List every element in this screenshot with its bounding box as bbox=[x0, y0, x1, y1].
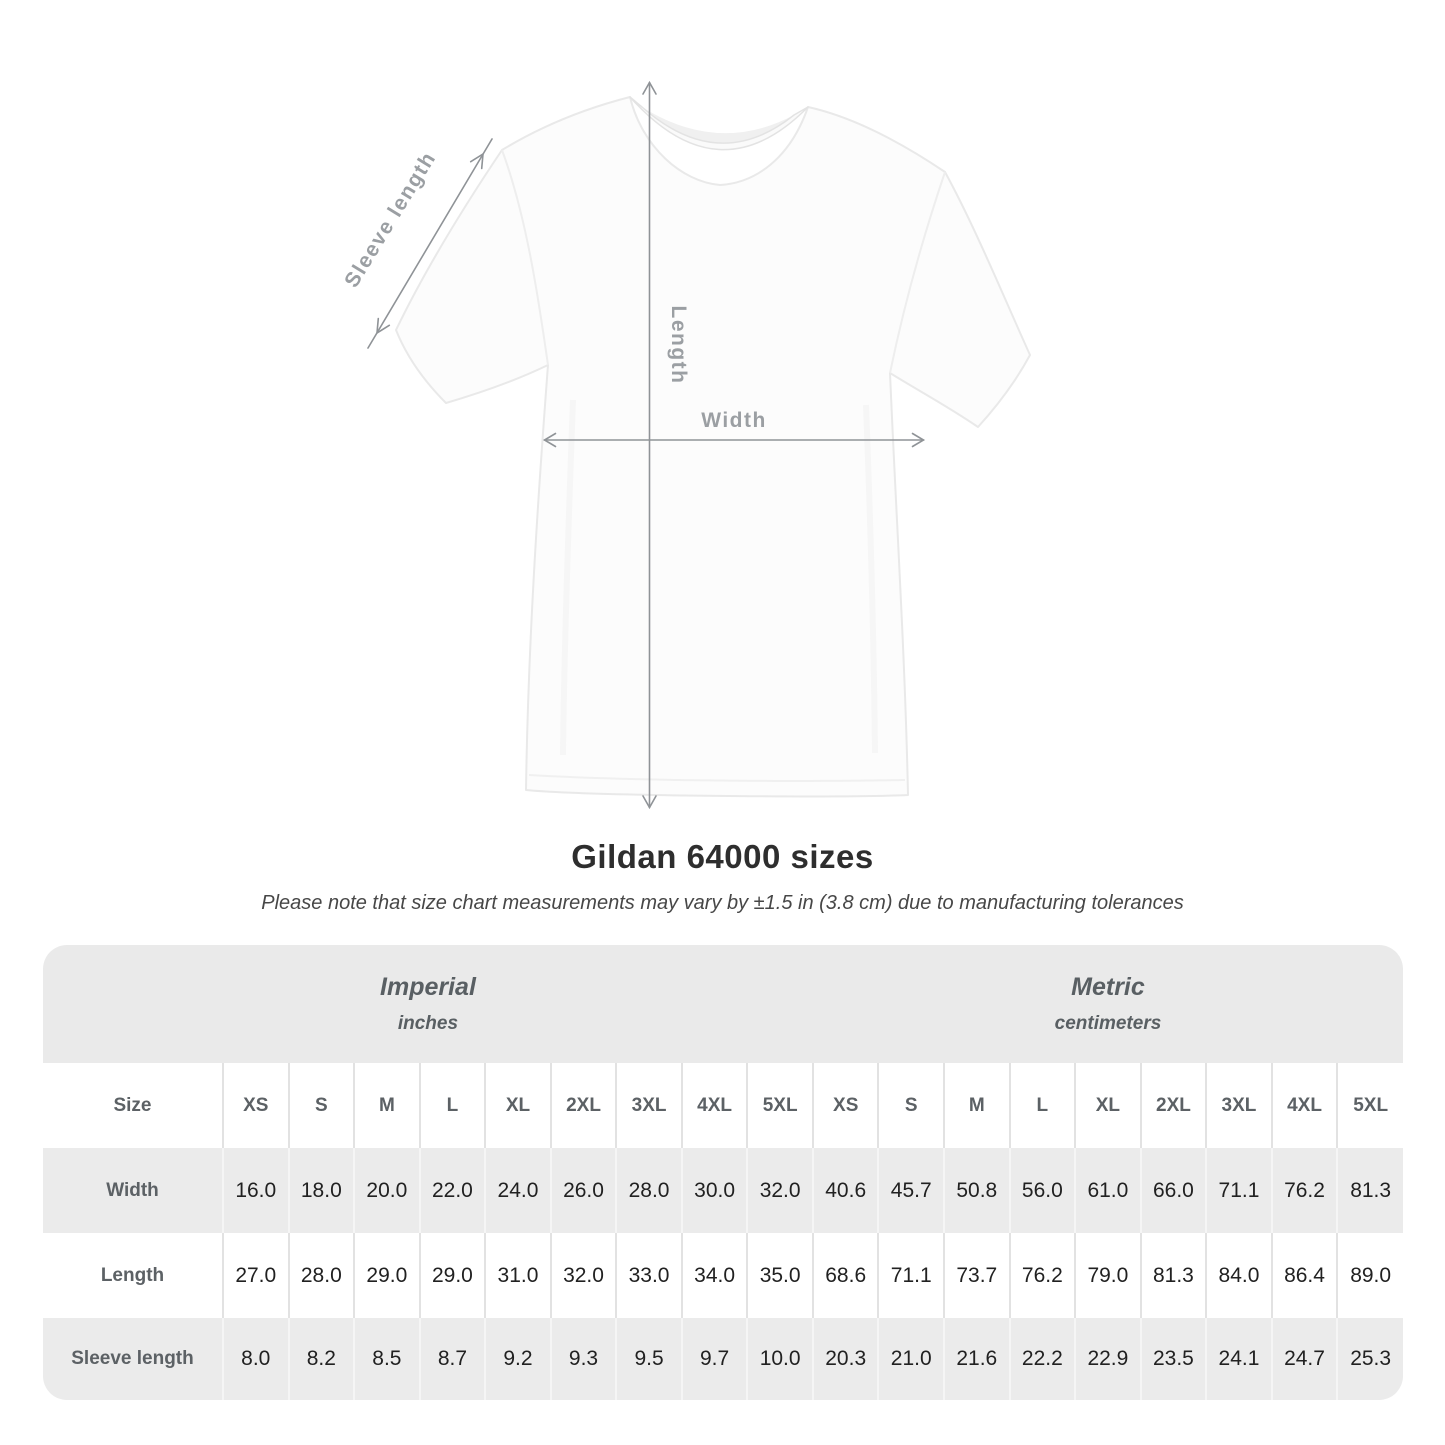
table-row-sizes bbox=[43, 1063, 1403, 1148]
length-imperial-l: 29.0 bbox=[420, 1233, 486, 1318]
size-table bbox=[43, 945, 1403, 1400]
sleeve-imperial-xs: 8.0 bbox=[223, 1318, 289, 1400]
size-header-metric-4xl: 4XL bbox=[1272, 1063, 1338, 1148]
width-metric-5xl: 81.3 bbox=[1337, 1148, 1403, 1233]
width-row-label: Width bbox=[106, 1179, 159, 1201]
width-imperial-4xl: 30.0 bbox=[682, 1148, 748, 1233]
size-header-imperial-m: M bbox=[354, 1063, 420, 1148]
width-imperial-2xl: 26.0 bbox=[551, 1148, 617, 1233]
metric-unit-label: centimeters bbox=[1054, 1013, 1162, 1034]
sleeve-imperial-m: 8.5 bbox=[354, 1318, 420, 1400]
unit-group-imperial bbox=[43, 945, 813, 1063]
length-metric-m: 73.7 bbox=[944, 1233, 1010, 1318]
length-imperial-m: 29.0 bbox=[354, 1233, 420, 1318]
size-header-metric-s: S bbox=[878, 1063, 944, 1148]
length-imperial-s: 28.0 bbox=[289, 1233, 355, 1318]
size-header-imperial-s: S bbox=[289, 1063, 355, 1148]
width-imperial-m: 20.0 bbox=[354, 1148, 420, 1233]
metric-label: Metric bbox=[1071, 973, 1145, 1001]
tshirt-graphic bbox=[396, 97, 1030, 796]
size-header-imperial-xs: XS bbox=[223, 1063, 289, 1148]
length-metric-5xl: 89.0 bbox=[1337, 1233, 1403, 1318]
sleeve-imperial-3xl: 9.5 bbox=[616, 1318, 682, 1400]
size-header-metric-5xl: 5XL bbox=[1337, 1063, 1403, 1148]
table-row-sleeve-length bbox=[43, 1318, 1403, 1400]
size-header-imperial-4xl: 4XL bbox=[682, 1063, 748, 1148]
width-metric-xs: 40.6 bbox=[813, 1148, 879, 1233]
sleeve-imperial-s: 8.2 bbox=[289, 1318, 355, 1400]
sleeve-imperial-5xl: 10.0 bbox=[747, 1318, 813, 1400]
sleeve-metric-2xl: 23.5 bbox=[1141, 1318, 1207, 1400]
sleeve-metric-m: 21.6 bbox=[944, 1318, 1010, 1400]
size-header-metric-xl: XL bbox=[1075, 1063, 1141, 1148]
sleeve-imperial-l: 8.7 bbox=[420, 1318, 486, 1400]
size-header-imperial-l: L bbox=[420, 1063, 486, 1148]
sleeve-metric-5xl: 25.3 bbox=[1337, 1318, 1403, 1400]
width-imperial-3xl: 28.0 bbox=[616, 1148, 682, 1233]
size-header-metric-2xl: 2XL bbox=[1141, 1063, 1207, 1148]
sleeve-metric-xl: 22.9 bbox=[1075, 1318, 1141, 1400]
sleeve-metric-s: 21.0 bbox=[878, 1318, 944, 1400]
sleeve-length-dimension-label: Sleeve length bbox=[340, 147, 441, 292]
length-imperial-5xl: 35.0 bbox=[747, 1233, 813, 1318]
size-header-imperial-3xl: 3XL bbox=[616, 1063, 682, 1148]
length-metric-3xl: 84.0 bbox=[1206, 1233, 1272, 1318]
width-dimension-label: Width bbox=[701, 409, 767, 432]
length-imperial-xl: 31.0 bbox=[485, 1233, 551, 1318]
table-row-length bbox=[43, 1233, 1403, 1318]
length-dimension-label: Length bbox=[667, 305, 690, 385]
sleeve-length-row-label: Sleeve length bbox=[71, 1348, 194, 1369]
length-imperial-xs: 27.0 bbox=[223, 1233, 289, 1318]
width-imperial-l: 22.0 bbox=[420, 1148, 486, 1233]
length-metric-l: 76.2 bbox=[1010, 1233, 1076, 1318]
sleeve-metric-4xl: 24.7 bbox=[1272, 1318, 1338, 1400]
tolerance-note: Please note that size chart measurements may vary by ±1.5 in (3.8 cm) due to manufacturing tolerances bbox=[261, 892, 1184, 914]
length-metric-xl: 79.0 bbox=[1075, 1233, 1141, 1318]
length-metric-s: 71.1 bbox=[878, 1233, 944, 1318]
width-metric-4xl: 76.2 bbox=[1272, 1148, 1338, 1233]
size-column-header: Size bbox=[113, 1094, 152, 1116]
size-header-metric-l: L bbox=[1010, 1063, 1076, 1148]
width-imperial-xs: 16.0 bbox=[223, 1148, 289, 1233]
unit-group-metric bbox=[813, 945, 1403, 1063]
size-header-imperial-2xl: 2XL bbox=[551, 1063, 617, 1148]
width-imperial-xl: 24.0 bbox=[485, 1148, 551, 1233]
length-metric-xs: 68.6 bbox=[813, 1233, 879, 1318]
width-metric-s: 45.7 bbox=[878, 1148, 944, 1233]
size-header-metric-m: M bbox=[944, 1063, 1010, 1148]
sleeve-imperial-4xl: 9.7 bbox=[682, 1318, 748, 1400]
size-header-imperial-5xl: 5XL bbox=[747, 1063, 813, 1148]
imperial-unit-label: inches bbox=[397, 1013, 459, 1034]
width-metric-2xl: 66.0 bbox=[1141, 1148, 1207, 1233]
sleeve-imperial-2xl: 9.3 bbox=[551, 1318, 617, 1400]
size-header-metric-3xl: 3XL bbox=[1206, 1063, 1272, 1148]
length-row-label: Length bbox=[100, 1264, 165, 1286]
imperial-label: Imperial bbox=[380, 973, 476, 1001]
length-imperial-4xl: 34.0 bbox=[682, 1233, 748, 1318]
width-metric-xl: 61.0 bbox=[1075, 1148, 1141, 1233]
size-header-imperial-xl: XL bbox=[485, 1063, 551, 1148]
table-row-width bbox=[43, 1148, 1403, 1233]
width-imperial-5xl: 32.0 bbox=[747, 1148, 813, 1233]
unit-system-band bbox=[43, 945, 1403, 1063]
sleeve-metric-l: 22.2 bbox=[1010, 1318, 1076, 1400]
tshirt-diagram bbox=[330, 55, 1090, 815]
page-title: Gildan 64000 sizes bbox=[571, 838, 874, 875]
width-metric-m: 50.8 bbox=[944, 1148, 1010, 1233]
size-header-metric-xs: XS bbox=[813, 1063, 879, 1148]
width-metric-l: 56.0 bbox=[1010, 1148, 1076, 1233]
length-imperial-3xl: 33.0 bbox=[616, 1233, 682, 1318]
length-metric-2xl: 81.3 bbox=[1141, 1233, 1207, 1318]
sleeve-imperial-xl: 9.2 bbox=[485, 1318, 551, 1400]
width-imperial-s: 18.0 bbox=[289, 1148, 355, 1233]
sleeve-metric-3xl: 24.1 bbox=[1206, 1318, 1272, 1400]
length-imperial-2xl: 32.0 bbox=[551, 1233, 617, 1318]
length-metric-4xl: 86.4 bbox=[1272, 1233, 1338, 1318]
sleeve-metric-xs: 20.3 bbox=[813, 1318, 879, 1400]
width-metric-3xl: 71.1 bbox=[1206, 1148, 1272, 1233]
